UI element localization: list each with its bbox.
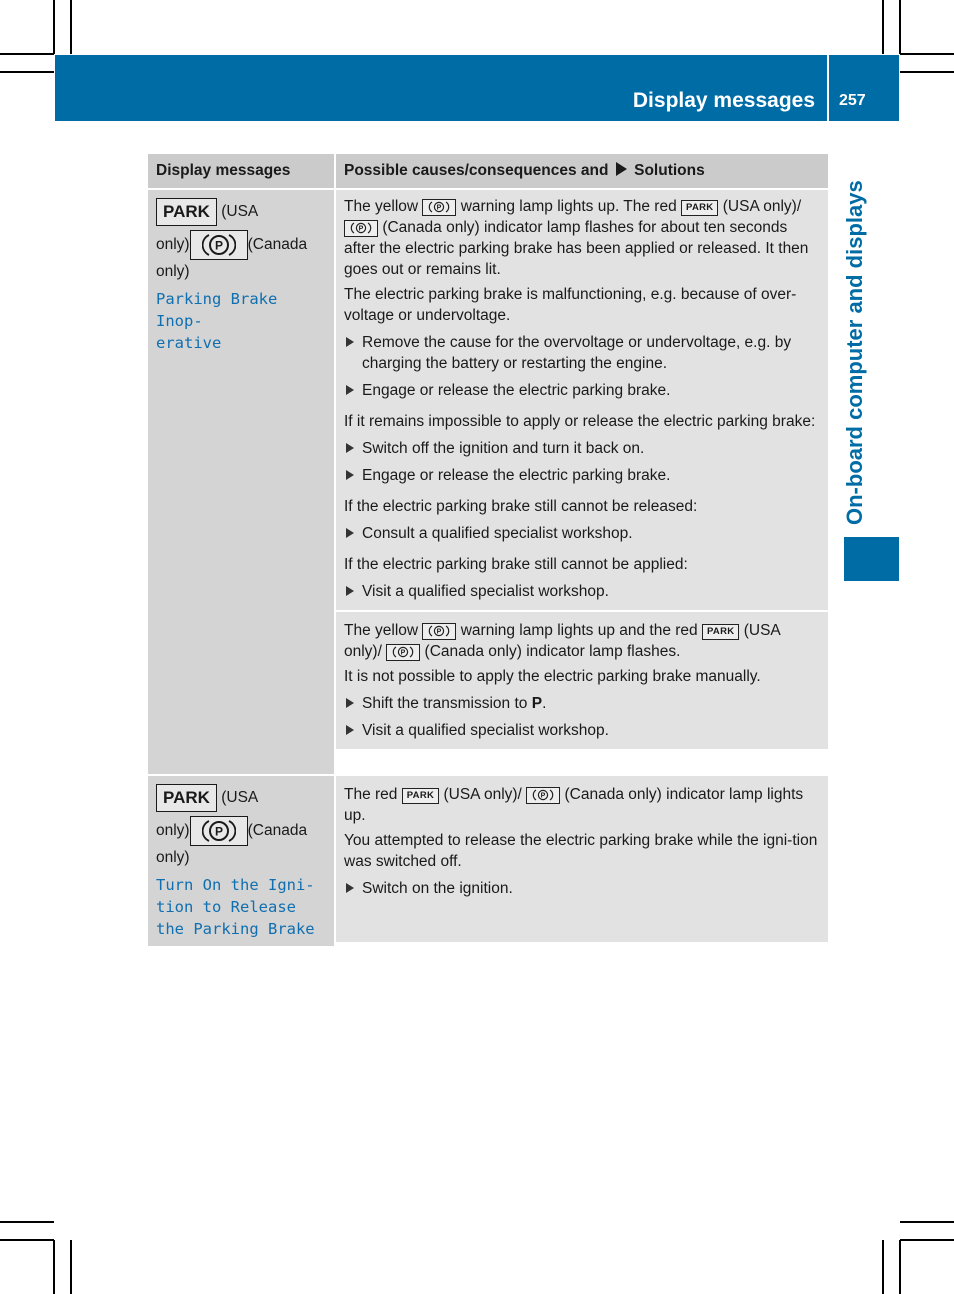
step-text: Engage or release the electric parking brake. <box>362 467 671 484</box>
parking-brake-indicator-icon <box>526 787 560 804</box>
indicator-line <box>156 816 326 846</box>
crop-mark <box>899 0 901 54</box>
region-note: (Canada <box>247 236 308 254</box>
header-divider <box>827 55 829 121</box>
paragraph: If the electric parking brake still cannot be applied: <box>344 556 688 573</box>
park-indicator-icon: PARK <box>702 624 739 640</box>
bullet-arrow-icon <box>346 586 354 596</box>
text: (Canada only) indicator lamp flashes for about ten seconds after the electric parking brake has been applied or released. It then goes out or remains lit. <box>344 219 809 278</box>
display-message-cell <box>148 190 334 774</box>
chapter-tab-label: On-board computer and displays <box>842 180 867 525</box>
crop-mark <box>882 0 884 54</box>
svg-text:P: P <box>540 792 546 800</box>
display-message-text: Turn On the Igni‑ tion to Release the Parking Brake <box>156 876 315 938</box>
parking-brake-indicator-icon <box>386 644 420 661</box>
parking-brake-indicator-icon <box>422 199 456 216</box>
solution-cell <box>336 190 828 610</box>
crop-mark <box>899 1240 901 1294</box>
step-text: Remove the cause for the overvoltage or undervoltage, e.g. by charging the battery or restarting the engine. <box>362 334 792 372</box>
text: The red <box>344 786 398 803</box>
crop-mark <box>882 1240 884 1294</box>
bullet-arrow-icon <box>346 725 354 735</box>
bullet-arrow-icon <box>346 528 354 538</box>
crop-mark <box>900 71 954 73</box>
page-number: 257 <box>839 92 866 109</box>
display-messages-table <box>148 154 828 946</box>
solution-step <box>344 332 822 374</box>
crop-mark <box>0 71 54 73</box>
svg-text:P: P <box>214 238 223 253</box>
crop-mark <box>0 1221 54 1223</box>
parking-brake-indicator-icon <box>190 816 248 846</box>
paragraph: If the electric parking brake still cannot be released: <box>344 498 698 515</box>
parking-brake-indicator-icon <box>344 220 378 237</box>
table-header <box>148 154 828 188</box>
text: (USA only)/ <box>722 198 802 215</box>
crop-mark <box>53 1240 55 1294</box>
paragraph: It is not possible to apply the electric parking brake manually. <box>344 668 761 685</box>
paragraph: The electric parking brake is malfunctioning, e.g. because of over-voltage or undervoltage. <box>344 286 797 324</box>
region-note: (USA <box>221 203 259 221</box>
paragraph <box>344 620 822 662</box>
step-text <box>362 693 822 714</box>
solution-cell <box>336 776 828 942</box>
column-header-label: Solutions <box>634 162 705 179</box>
crop-mark <box>900 1221 954 1223</box>
text: The yellow <box>344 622 419 639</box>
page-title: Display messages <box>632 89 815 112</box>
solution-arrow-icon <box>616 162 627 176</box>
column-header-causes-solutions <box>334 154 828 188</box>
indicator-line <box>156 784 326 812</box>
text: warning lamp lights up. The red <box>460 198 677 215</box>
step-text: Switch off the ignition and turn it back on. <box>362 440 645 457</box>
solution-step <box>344 878 822 899</box>
bullet-arrow-icon <box>346 698 354 708</box>
step-text: Switch on the ignition. <box>362 880 513 897</box>
region-note: only) <box>156 263 190 280</box>
text: (USA only)/ <box>344 622 780 660</box>
bullet-arrow-icon <box>346 443 354 453</box>
step-text: Consult a qualified specialist workshop. <box>362 525 633 542</box>
crop-mark <box>900 1239 954 1241</box>
crop-mark <box>70 0 72 54</box>
crop-mark <box>0 1239 54 1241</box>
table-row <box>148 774 828 946</box>
paragraph: You attempted to release the electric parking brake while the igni-tion was switched off. <box>344 832 818 870</box>
crop-mark <box>53 0 55 54</box>
crop-mark <box>70 1240 72 1294</box>
text: (Canada only) indicator lamp lights up. <box>344 786 804 824</box>
solutions-column <box>334 190 828 774</box>
region-note: (Canada <box>247 822 308 840</box>
crop-mark <box>0 53 54 55</box>
solutions-column <box>334 776 828 946</box>
solution-step <box>344 720 822 741</box>
park-indicator-icon: PARK <box>402 788 439 804</box>
svg-text:P: P <box>358 225 364 233</box>
column-header-label: Possible causes/consequences and <box>344 162 609 179</box>
svg-text:P: P <box>214 824 223 839</box>
parking-brake-indicator-icon <box>422 623 456 640</box>
display-message-cell <box>148 776 334 946</box>
bullet-arrow-icon <box>346 883 354 893</box>
region-note: only) <box>156 236 190 254</box>
column-header-label: Display messages <box>156 162 291 179</box>
svg-text:P: P <box>437 204 442 212</box>
region-note: (USA <box>221 789 259 807</box>
step-text: Visit a qualified specialist workshop. <box>362 583 609 600</box>
solution-step <box>344 465 822 486</box>
text: (USA only)/ <box>443 786 522 803</box>
text: warning lamp lights up and the red <box>460 622 698 639</box>
paragraph: If it remains impossible to apply or release the electric parking brake: <box>344 413 816 430</box>
indicator-line <box>156 230 326 260</box>
text: (Canada only) indicator lamp flashes. <box>424 643 681 660</box>
crop-mark <box>900 53 954 55</box>
region-note: only) <box>156 849 190 866</box>
bullet-arrow-icon <box>346 337 354 347</box>
text: . <box>542 695 547 712</box>
solution-step <box>344 693 822 714</box>
solution-step <box>344 581 822 602</box>
bullet-arrow-icon <box>346 385 354 395</box>
svg-text:P: P <box>400 649 406 657</box>
region-note: only) <box>156 822 190 840</box>
svg-text:P: P <box>437 628 442 636</box>
gear-position: P <box>531 695 543 712</box>
indicator-line <box>156 198 326 226</box>
column-header-display-messages <box>148 154 334 188</box>
paragraph <box>344 784 822 826</box>
park-indicator-icon: PARK <box>681 200 718 216</box>
page-header <box>55 55 899 121</box>
paragraph <box>344 196 822 280</box>
solution-cell <box>336 610 828 749</box>
text: Shift the transmission to <box>362 695 528 712</box>
table-row <box>148 188 828 774</box>
solution-step <box>344 380 822 401</box>
text: The yellow <box>344 198 419 215</box>
step-text: Visit a qualified specialist workshop. <box>362 722 609 739</box>
solution-step <box>344 438 822 459</box>
solution-step <box>344 523 822 544</box>
step-text: Engage or release the electric parking brake. <box>362 382 671 399</box>
display-message-text: Parking Brake Inop‑ erative <box>156 290 278 352</box>
park-indicator-icon: PARK <box>156 198 217 226</box>
bullet-arrow-icon <box>346 470 354 480</box>
chapter-tab-marker <box>844 537 899 581</box>
parking-brake-indicator-icon <box>190 230 248 260</box>
park-indicator-icon: PARK <box>156 784 217 812</box>
